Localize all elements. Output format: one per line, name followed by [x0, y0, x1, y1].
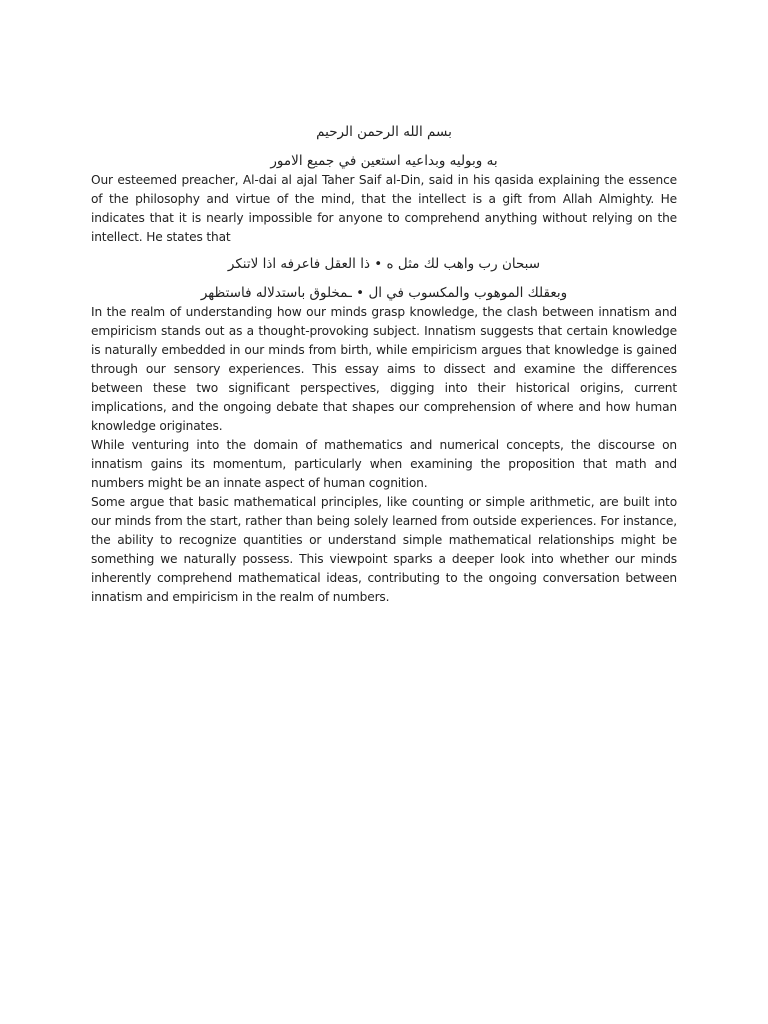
basmala-heading: بسم الله الرحمن الرحيم — [316, 124, 452, 140]
poem-verse-1: سبحان رب واهب لك مثل ه • ذا العقل فاعرفه اذا لاتنكر — [227, 256, 541, 272]
mathematics-paragraph: While venturing into the domain of mathematics and numerical concepts, the discourse on innatism gains its momentum, particularly when examining the proposition that math and numbers might be an innate aspect of human cognition. — [91, 438, 677, 490]
realm-paragraph: In the realm of understanding how our minds grasp knowledge, the clash between innatism and empiricism stands out as a thought-provoking subject. Innatism suggests that certain knowledge is naturally embedded in our minds from birth, while empiricism argues that knowledge is gained through our sensory experiences. This essay aims to dissect and examine the differences between these two significant perspectives, digging into their historical origins, current implications, and the ongoing debate that shapes our comprehension of where and how human knowledge originates. — [91, 305, 677, 433]
poem-verse-2: وبعقلك الموهوب والمكسوب في ال • ـمخلوق باستدلاله فاستظهر — [200, 285, 568, 301]
argument-paragraph: Some argue that basic mathematical principles, like counting or simple arithmetic, are built into our minds from the start, rather than being solely learned from outside experiences. For instance, the ability to recognize quantities or understand simple mathematical relationships might be something we naturally possess. This viewpoint sparks a deeper look into whether our minds inherently comprehend mathematical ideas, contributing to the ongoing conversation between innatism and empiricism in the realm of numbers. — [91, 495, 677, 604]
intro-paragraph: Our esteemed preacher, Al-dai al ajal Taher Saif al-Din, said in his qasida explaining the essence of the philosophy and virtue of the mind, that the intellect is a gift from Allah Almighty. He indicates that it is nearly impossible for anyone to comprehend anything without relying on the intellect. He states that — [91, 173, 677, 244]
invocation-line: به وبوليه وبداعيه استعين في جميع الامور — [270, 153, 498, 169]
document-body — [91, 120, 677, 607]
